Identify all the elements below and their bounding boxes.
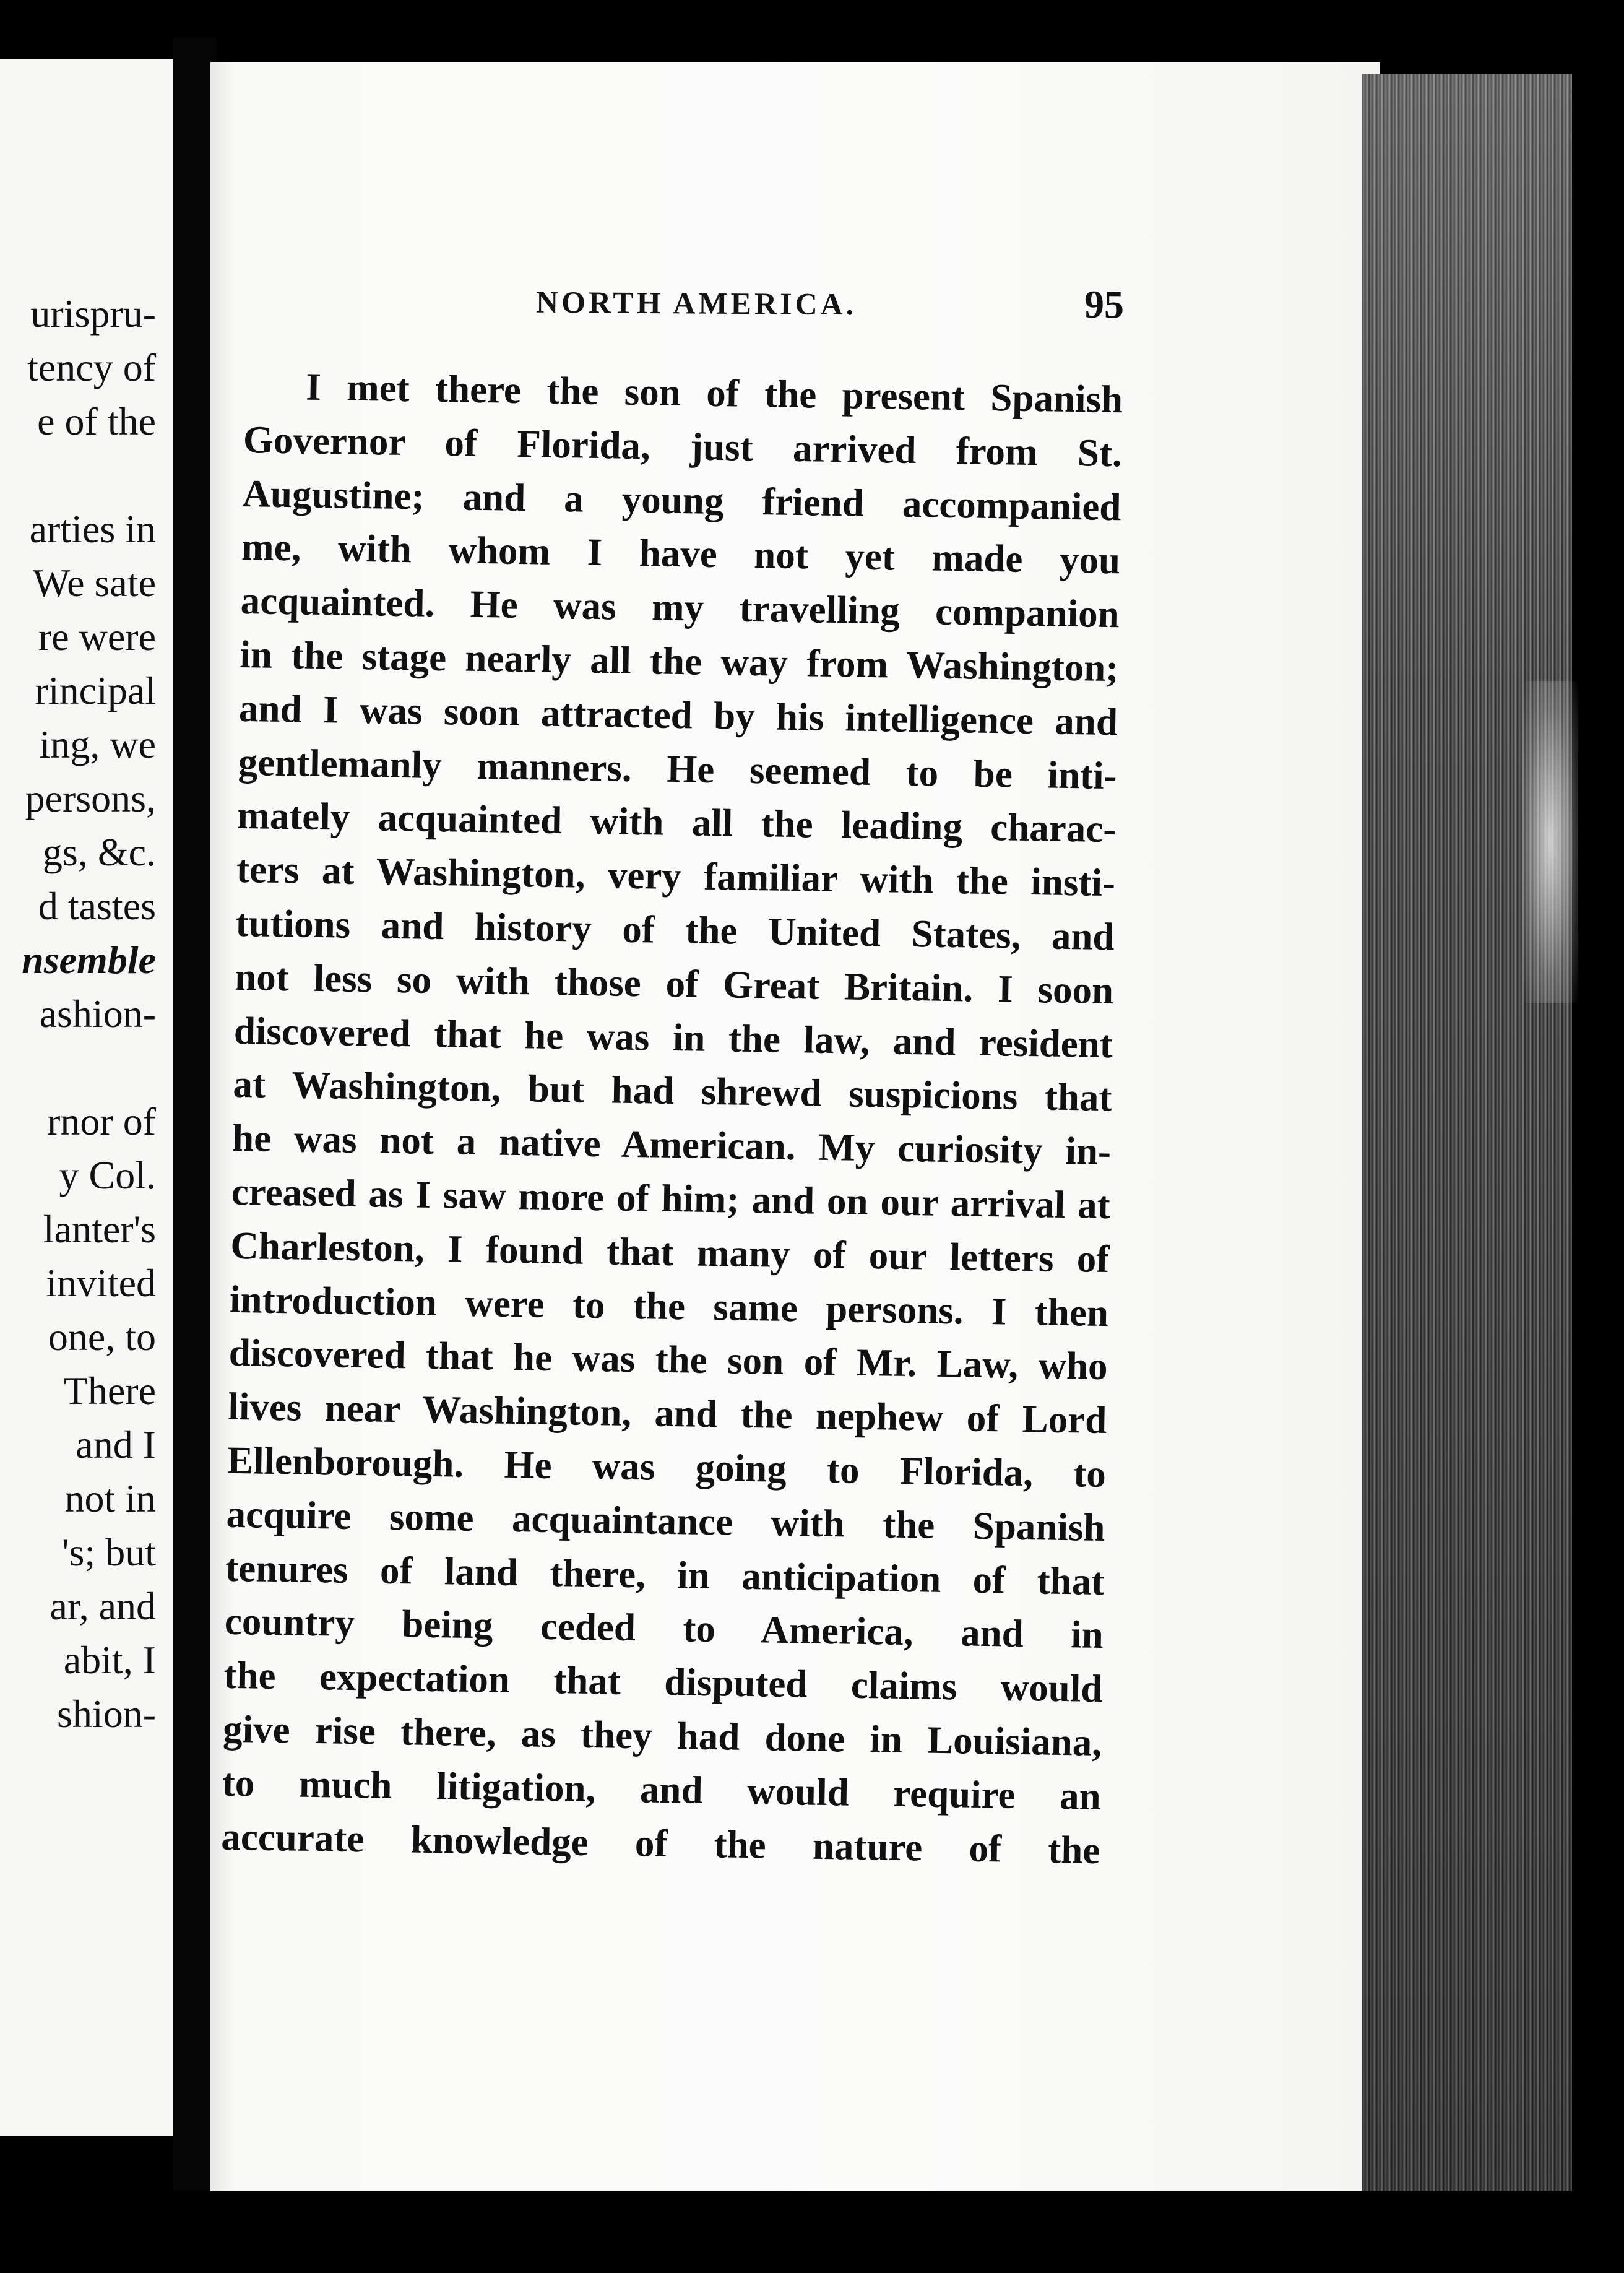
body-line: Governor of Florida, just arrived from St.: [243, 417, 1123, 475]
facing-page-line: lanter's: [43, 1207, 156, 1251]
facing-page-line: ing, we: [39, 722, 156, 766]
body-line: accurate knowledge of the nature of the: [220, 1814, 1100, 1872]
body-line: acquainted. He was my travelling companion: [240, 579, 1120, 636]
body-line: creased as I saw more of him; and on our arrival at: [231, 1169, 1111, 1227]
body-line: Charleston, I found that many of our letters of: [230, 1223, 1110, 1281]
body-line: mately acquainted with all the leading charac-: [236, 794, 1116, 851]
facing-page-line: invited: [46, 1261, 156, 1305]
facing-page-line: not in: [64, 1476, 156, 1520]
facing-page-line: d tastes: [38, 884, 156, 928]
facing-page-line: one, to: [48, 1315, 156, 1359]
body-line: discovered that he was the son of Mr. Law, who: [228, 1331, 1108, 1388]
facing-page-line: abit, I: [63, 1638, 156, 1682]
facing-page-line: re were: [38, 615, 156, 659]
facing-page-line: y Col.: [59, 1153, 156, 1197]
facing-page-line: and I: [76, 1422, 156, 1466]
body-line: he was not a native American. My curiosity in-: [231, 1116, 1112, 1174]
running-head: NORTH AMERICA.: [535, 284, 857, 322]
body-line: I met there the son of the present Spanish: [305, 365, 1123, 422]
body-line: tutions and history of the United States, and: [235, 901, 1115, 959]
body-line: the expectation that disputed claims would: [223, 1653, 1103, 1711]
body-line: me, with whom I have not yet made you: [241, 525, 1121, 582]
facing-page-line: gs, &c.: [42, 830, 156, 874]
body-line: in the stage nearly all the way from Washington;: [239, 632, 1119, 690]
facing-page-line: There: [63, 1369, 156, 1413]
facing-page-line: We sate: [32, 561, 156, 605]
page-number: 95: [1084, 282, 1125, 327]
facing-page-line: tency of: [27, 345, 156, 389]
page-edges-shade: [1362, 74, 1572, 2191]
body-line: ters at Washington, very familiar with the insti-: [236, 847, 1116, 905]
body-line: not less so with those of Great Britain. I soon: [234, 955, 1114, 1012]
facing-page-left: [0, 59, 173, 2136]
body-line: and I was soon attracted by his intelligence and: [238, 686, 1118, 744]
facing-page-line: rincipal: [35, 669, 156, 712]
facing-page-line: rnor of: [47, 1099, 156, 1143]
page-edges-highlight: [1522, 681, 1578, 1003]
facing-page-line: e of the: [37, 399, 156, 443]
body-line: discovered that he was in the law, and resident: [233, 1008, 1113, 1066]
body-line: at Washington, but had shrewd suspicions that: [233, 1062, 1112, 1120]
facing-page-line: ashion-: [39, 992, 156, 1036]
facing-page-line: nsemble: [22, 938, 156, 982]
body-line: lives near Washington, and the nephew of Lord: [227, 1384, 1107, 1442]
facing-page-line: persons,: [25, 776, 156, 820]
facing-page-line: arties in: [29, 507, 156, 551]
body-line: country being ceded to America, and in: [224, 1600, 1104, 1657]
body-line: Augustine; and a young friend accompanied: [242, 471, 1121, 529]
body-line: Ellenborough. He was going to Florida, to: [227, 1438, 1107, 1496]
page-header: [536, 278, 1125, 332]
facing-page-line: shion-: [57, 1692, 156, 1736]
body-line: acquire some acquaintance with the Spanish: [226, 1492, 1106, 1549]
facing-page-line: 's; but: [62, 1530, 156, 1574]
body-line: introduction were to the same persons. I then: [229, 1277, 1109, 1335]
body-line: give rise there, as they had done in Louisiana,: [222, 1707, 1102, 1764]
body-line: gentlemanly manners. He seemed to be inti-: [238, 740, 1118, 797]
body-line: to much litigation, and would require an: [222, 1760, 1102, 1818]
body-text: [221, 359, 1123, 1877]
facing-page-line: ar, and: [50, 1584, 156, 1628]
body-line: tenures of land there, in anticipation of that: [225, 1546, 1105, 1603]
facing-page-line: urispru-: [30, 292, 156, 336]
